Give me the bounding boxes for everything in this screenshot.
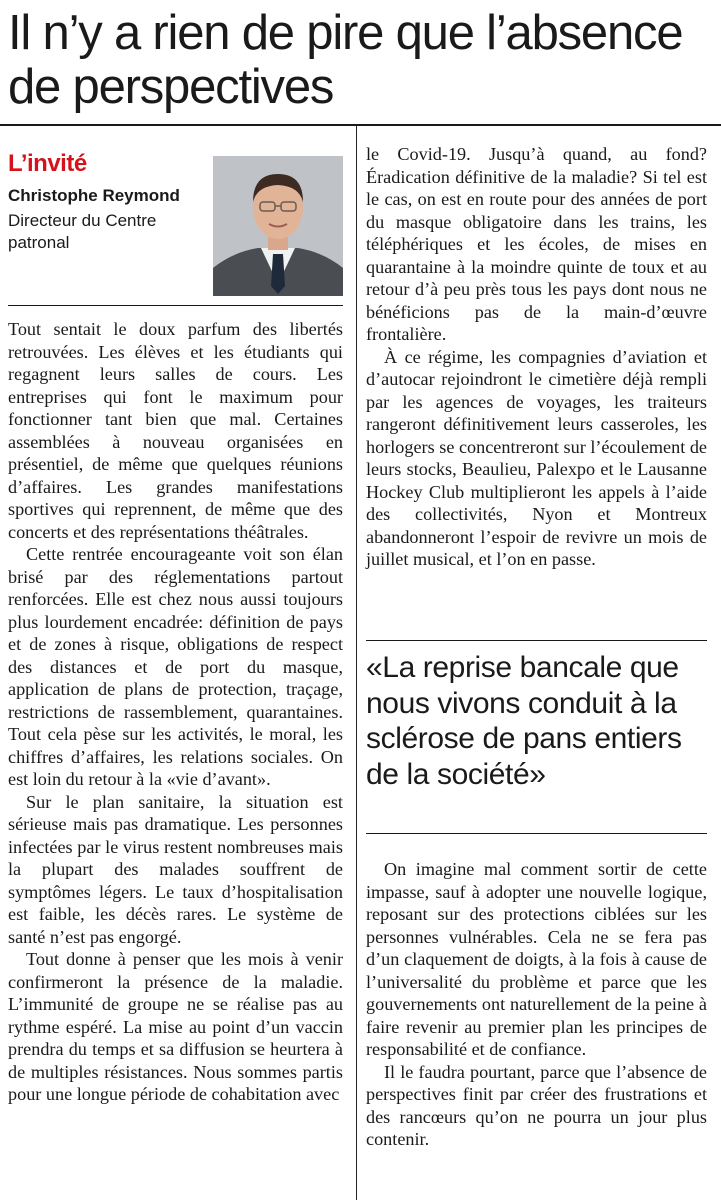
top-rule (0, 124, 721, 126)
paragraph: le Covid-19. Jusqu’à quand, au fond? Éradication définitive de la maladie? Si tel est le cas, on est en route pour des années de port du masque obligatoire dans les trains, les téléphériques et les écoles, de mises en quarantaine à la moindre quinte de toux et au retour d’à peu près tous les pays dont nous ne bénéficions pas de la main-d’œuvre frontalière. (366, 144, 707, 344)
author-name: Christophe Reymond (8, 186, 180, 205)
right-column-bottom (366, 858, 707, 1151)
column-separator (356, 126, 357, 1200)
quote-rule-top (366, 640, 707, 641)
section-label: L’invité (8, 150, 87, 177)
paragraph: Il le faudra pourtant, parce que l’absence de perspectives finit par créer des frustrations et des rancœurs qu’on ne pourra un jour plus contenir. (366, 1061, 707, 1149)
paragraph: Sur le plan sanitaire, la situation est sérieuse mais pas dramatique. Les personnes infectées par le virus restent nombreuses mais la plupart des malades souffrent de symptômes légers. Le taux d’hospitalisation est faible, les décès rares. Le système de santé n’est pas engorgé. (8, 791, 343, 947)
paragraph: Cette rentrée encourageante voit son élan brisé par des réglementations partout renforcées. Elle est chez nous aussi toujours plus lourdement encadrée: définition de pays et de zones à risque, obligations de respect des distances et de port du masque, application de plans de protection, traçage, restrictions de rassemblement, quarantaines. Tout cela pèse sur les activités, le moral, les chiffres d’affaires, les relations sociales. On est loin du retour à la «vie d’avant». (8, 544, 343, 789)
author-box (8, 150, 343, 295)
pull-quote: «La reprise bancale que nous vivons conduit à la sclérose de pans entiers de la société» (366, 651, 682, 791)
paragraph: À ce régime, les compagnies d’aviation et d’autocar rejoindront le cimetière déjà rempli par les agences de voyages, les traiteurs rangeront définitivement leurs casseroles, les horlogers se concentreront sur l’écoulement de leurs stocks, Beaulieu, Palexpo et le Lausanne Hockey Club multiplieront les appels à l’aide des collectivités, Nyon et Montreux abandonneront l’espoir de revivre un mois de juillet musical, et l’on en passe. (366, 346, 707, 569)
paragraph: Tout sentait le doux parfum des libertés retrouvées. Les élèves et les étudiants qui regagnent leurs salles de cours. Les entreprises qui font le maximum pour fonctionner tant bien que mal. Certaines assemblées à nouveau organisées en présentiel, de même que quelques réunions d’affaires. Les grandes manifestations sportives qui reprennent, de même que des concerts et des représentations théâtrales. (8, 319, 343, 542)
author-portrait (213, 156, 343, 296)
author-box-rule (8, 305, 343, 306)
author-role: Directeur du Centre patronal (8, 211, 157, 252)
right-column-top (366, 143, 707, 571)
quote-rule-bottom (366, 833, 707, 834)
paragraph: Tout donne à penser que les mois à venir confirmeront la présence de la maladie. L’immunité de groupe ne se réalise pas au rythme espéré. La mise au point d’un vaccin prendra du temps et sa diffusion se heurtera à de multiples résistances. Nous sommes partis pour une longue période de cohabitation avec (8, 949, 343, 1104)
headline: Il n’y a rien de pire que l’absence de perspectives (8, 6, 683, 114)
paragraph: On imagine mal comment sortir de cette impasse, sauf à adopter une nouvelle logique, reposant sur des protections ciblées sur les personnes vulnérables. Cela ne se fera pas d’un claquement de doigts, à la fois à cause de l’universalité du problème et parce que les gouvernements ont naturellement de la peine à faire revenir au premier plan les principes de responsabilité et de confiance. (366, 859, 707, 1059)
left-column (8, 318, 343, 1106)
